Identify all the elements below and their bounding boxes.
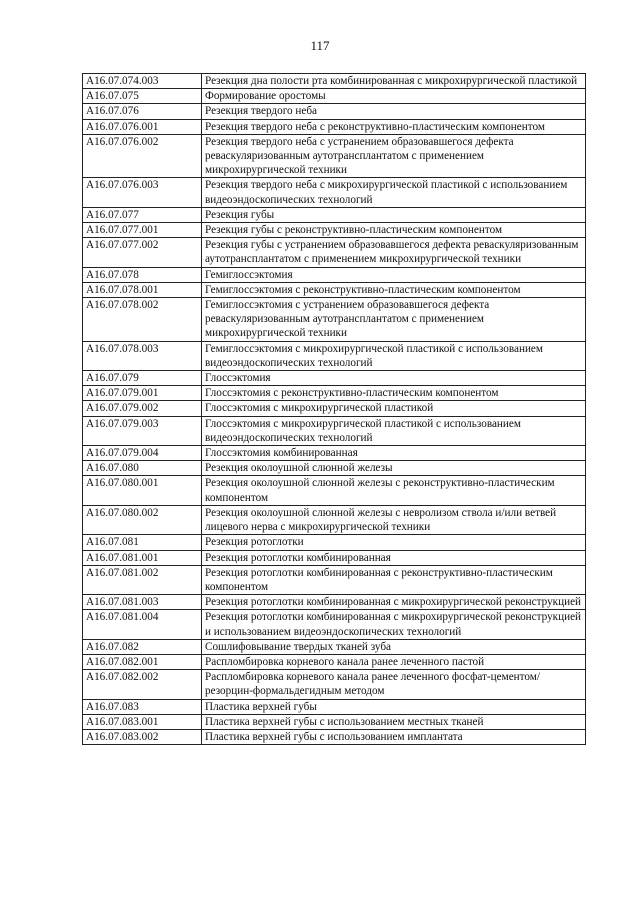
procedure-code-cell: А16.07.083.002 [83,729,202,744]
procedure-name-cell: Пластика верхней губы [202,699,586,714]
procedure-name-cell: Резекция ротоглотки [202,535,586,550]
procedure-codes-table [82,73,586,745]
procedure-code-cell: А16.07.076.003 [83,178,202,207]
table-row [83,134,586,178]
procedure-code-cell: А16.07.082.001 [83,654,202,669]
procedure-name-cell: Резекция околоушной слюнной железы с реконструктивно-пластическим компонентом [202,476,586,505]
table-row [83,207,586,222]
procedure-name-cell: Резекция твердого неба с устранением образовавшегося дефекта реваскуляризованным аутотрансплантатом с применением микрохирургической техники [202,134,586,178]
procedure-name-cell: Формирование оростомы [202,89,586,104]
procedure-name-cell: Резекция околоушной слюнной железы с невролизом ствола и/или ветвей лицевого нерва с микрохирургической техники [202,505,586,534]
procedure-name-cell: Резекция дна полости рта комбинированная с микрохирургической пластикой [202,74,586,89]
procedure-code-cell: А16.07.079.003 [83,416,202,445]
table-row [83,535,586,550]
procedure-name-cell: Пластика верхней губы с использованием местных тканей [202,714,586,729]
table-row [83,446,586,461]
procedure-name-cell: Гемиглоссэктомия [202,267,586,282]
table-row [83,505,586,534]
table-row [83,714,586,729]
procedure-code-cell: А16.07.081 [83,535,202,550]
procedure-name-cell: Резекция твердого неба [202,104,586,119]
procedure-code-cell: А16.07.082 [83,639,202,654]
procedure-code-cell: А16.07.083.001 [83,714,202,729]
table-row [83,654,586,669]
table-body [83,74,586,745]
table-row [83,476,586,505]
table-row [83,416,586,445]
procedure-name-cell: Гемиглоссэктомия с реконструктивно-пластическим компонентом [202,282,586,297]
procedure-name-cell: Распломбировка корневого канала ранее леченного пастой [202,654,586,669]
procedure-name-cell: Резекция ротоглотки комбинированная с реконструктивно-пластическим компонентом [202,565,586,594]
procedure-code-cell: А16.07.079 [83,371,202,386]
table-row [83,595,586,610]
procedure-name-cell: Гемиглоссэктомия с микрохирургической пластикой с использованием видеоэндоскопических технологий [202,341,586,370]
procedure-code-cell: А16.07.076.002 [83,134,202,178]
procedure-name-cell: Гемиглоссэктомия с устранением образовавшегося дефекта реваскуляризованным аутотрансплантатом с применением микрохирургической техники [202,298,586,342]
table-row [83,89,586,104]
procedure-code-cell: А16.07.078.001 [83,282,202,297]
procedure-name-cell: Сошлифовывание твердых тканей зуба [202,639,586,654]
procedure-code-cell: А16.07.078 [83,267,202,282]
procedure-code-cell: А16.07.076 [83,104,202,119]
table-row [83,610,586,639]
table-row [83,238,586,267]
table-row [83,119,586,134]
table-row [83,386,586,401]
procedure-code-cell: А16.07.074.003 [83,74,202,89]
table-row [83,565,586,594]
procedure-code-cell: А16.07.080 [83,461,202,476]
table-row [83,341,586,370]
procedure-name-cell: Резекция твердого неба с микрохирургической пластикой с использованием видеоэндоскопических технологий [202,178,586,207]
procedure-code-cell: А16.07.079.004 [83,446,202,461]
procedure-code-cell: А16.07.081.004 [83,610,202,639]
procedure-name-cell: Глоссэктомия с микрохирургической пластикой [202,401,586,416]
table-row [83,74,586,89]
procedure-name-cell: Резекция губы [202,207,586,222]
procedure-code-cell: А16.07.080.002 [83,505,202,534]
table-row [83,550,586,565]
table-row [83,298,586,342]
procedure-code-cell: А16.07.081.001 [83,550,202,565]
procedure-name-cell: Глоссэктомия [202,371,586,386]
procedure-code-cell: А16.07.077 [83,207,202,222]
table-row [83,267,586,282]
procedure-code-cell: А16.07.079.001 [83,386,202,401]
procedure-name-cell: Резекция губы с устранением образовавшегося дефекта реваскуляризованным аутотрансплантатом с применением микрохирургической техники [202,238,586,267]
table-row [83,461,586,476]
table-row [83,729,586,744]
table-row [83,104,586,119]
procedure-code-cell: А16.07.078.003 [83,341,202,370]
procedure-code-cell: А16.07.076.001 [83,119,202,134]
procedure-name-cell: Резекция ротоглотки комбинированная [202,550,586,565]
procedure-code-cell: А16.07.079.002 [83,401,202,416]
procedure-name-cell: Глоссэктомия комбинированная [202,446,586,461]
procedure-name-cell: Резекция губы с реконструктивно-пластическим компонентом [202,223,586,238]
procedure-name-cell: Распломбировка корневого канала ранее леченного фосфат-цементом/ резорцин-формальдегидным методом [202,670,586,699]
procedure-code-cell: А16.07.077.001 [83,223,202,238]
table-row [83,282,586,297]
procedure-code-cell: А16.07.078.002 [83,298,202,342]
procedure-name-cell: Резекция околоушной слюнной железы [202,461,586,476]
table-row [83,178,586,207]
procedure-code-cell: А16.07.081.002 [83,565,202,594]
procedure-code-cell: А16.07.082.002 [83,670,202,699]
procedure-code-cell: А16.07.080.001 [83,476,202,505]
table-row [83,699,586,714]
procedure-name-cell: Глоссэктомия с микрохирургической пластикой с использованием видеоэндоскопических технологий [202,416,586,445]
page-number: 117 [310,38,330,53]
table-row [83,371,586,386]
table-row [83,223,586,238]
procedure-name-cell: Резекция твердого неба с реконструктивно-пластическим компонентом [202,119,586,134]
procedure-code-cell: А16.07.077.002 [83,238,202,267]
procedure-name-cell: Резекция ротоглотки комбинированная с микрохирургической реконструкцией и использованием видеоэндоскопических технологий [202,610,586,639]
procedure-code-cell: А16.07.075 [83,89,202,104]
table-row [83,670,586,699]
procedure-code-cell: А16.07.081.003 [83,595,202,610]
procedure-name-cell: Глоссэктомия с реконструктивно-пластическим компонентом [202,386,586,401]
procedure-name-cell: Пластика верхней губы с использованием имплантата [202,729,586,744]
table-row [83,401,586,416]
table-row [83,639,586,654]
procedure-code-cell: А16.07.083 [83,699,202,714]
procedure-name-cell: Резекция ротоглотки комбинированная с микрохирургической реконструкцией [202,595,586,610]
